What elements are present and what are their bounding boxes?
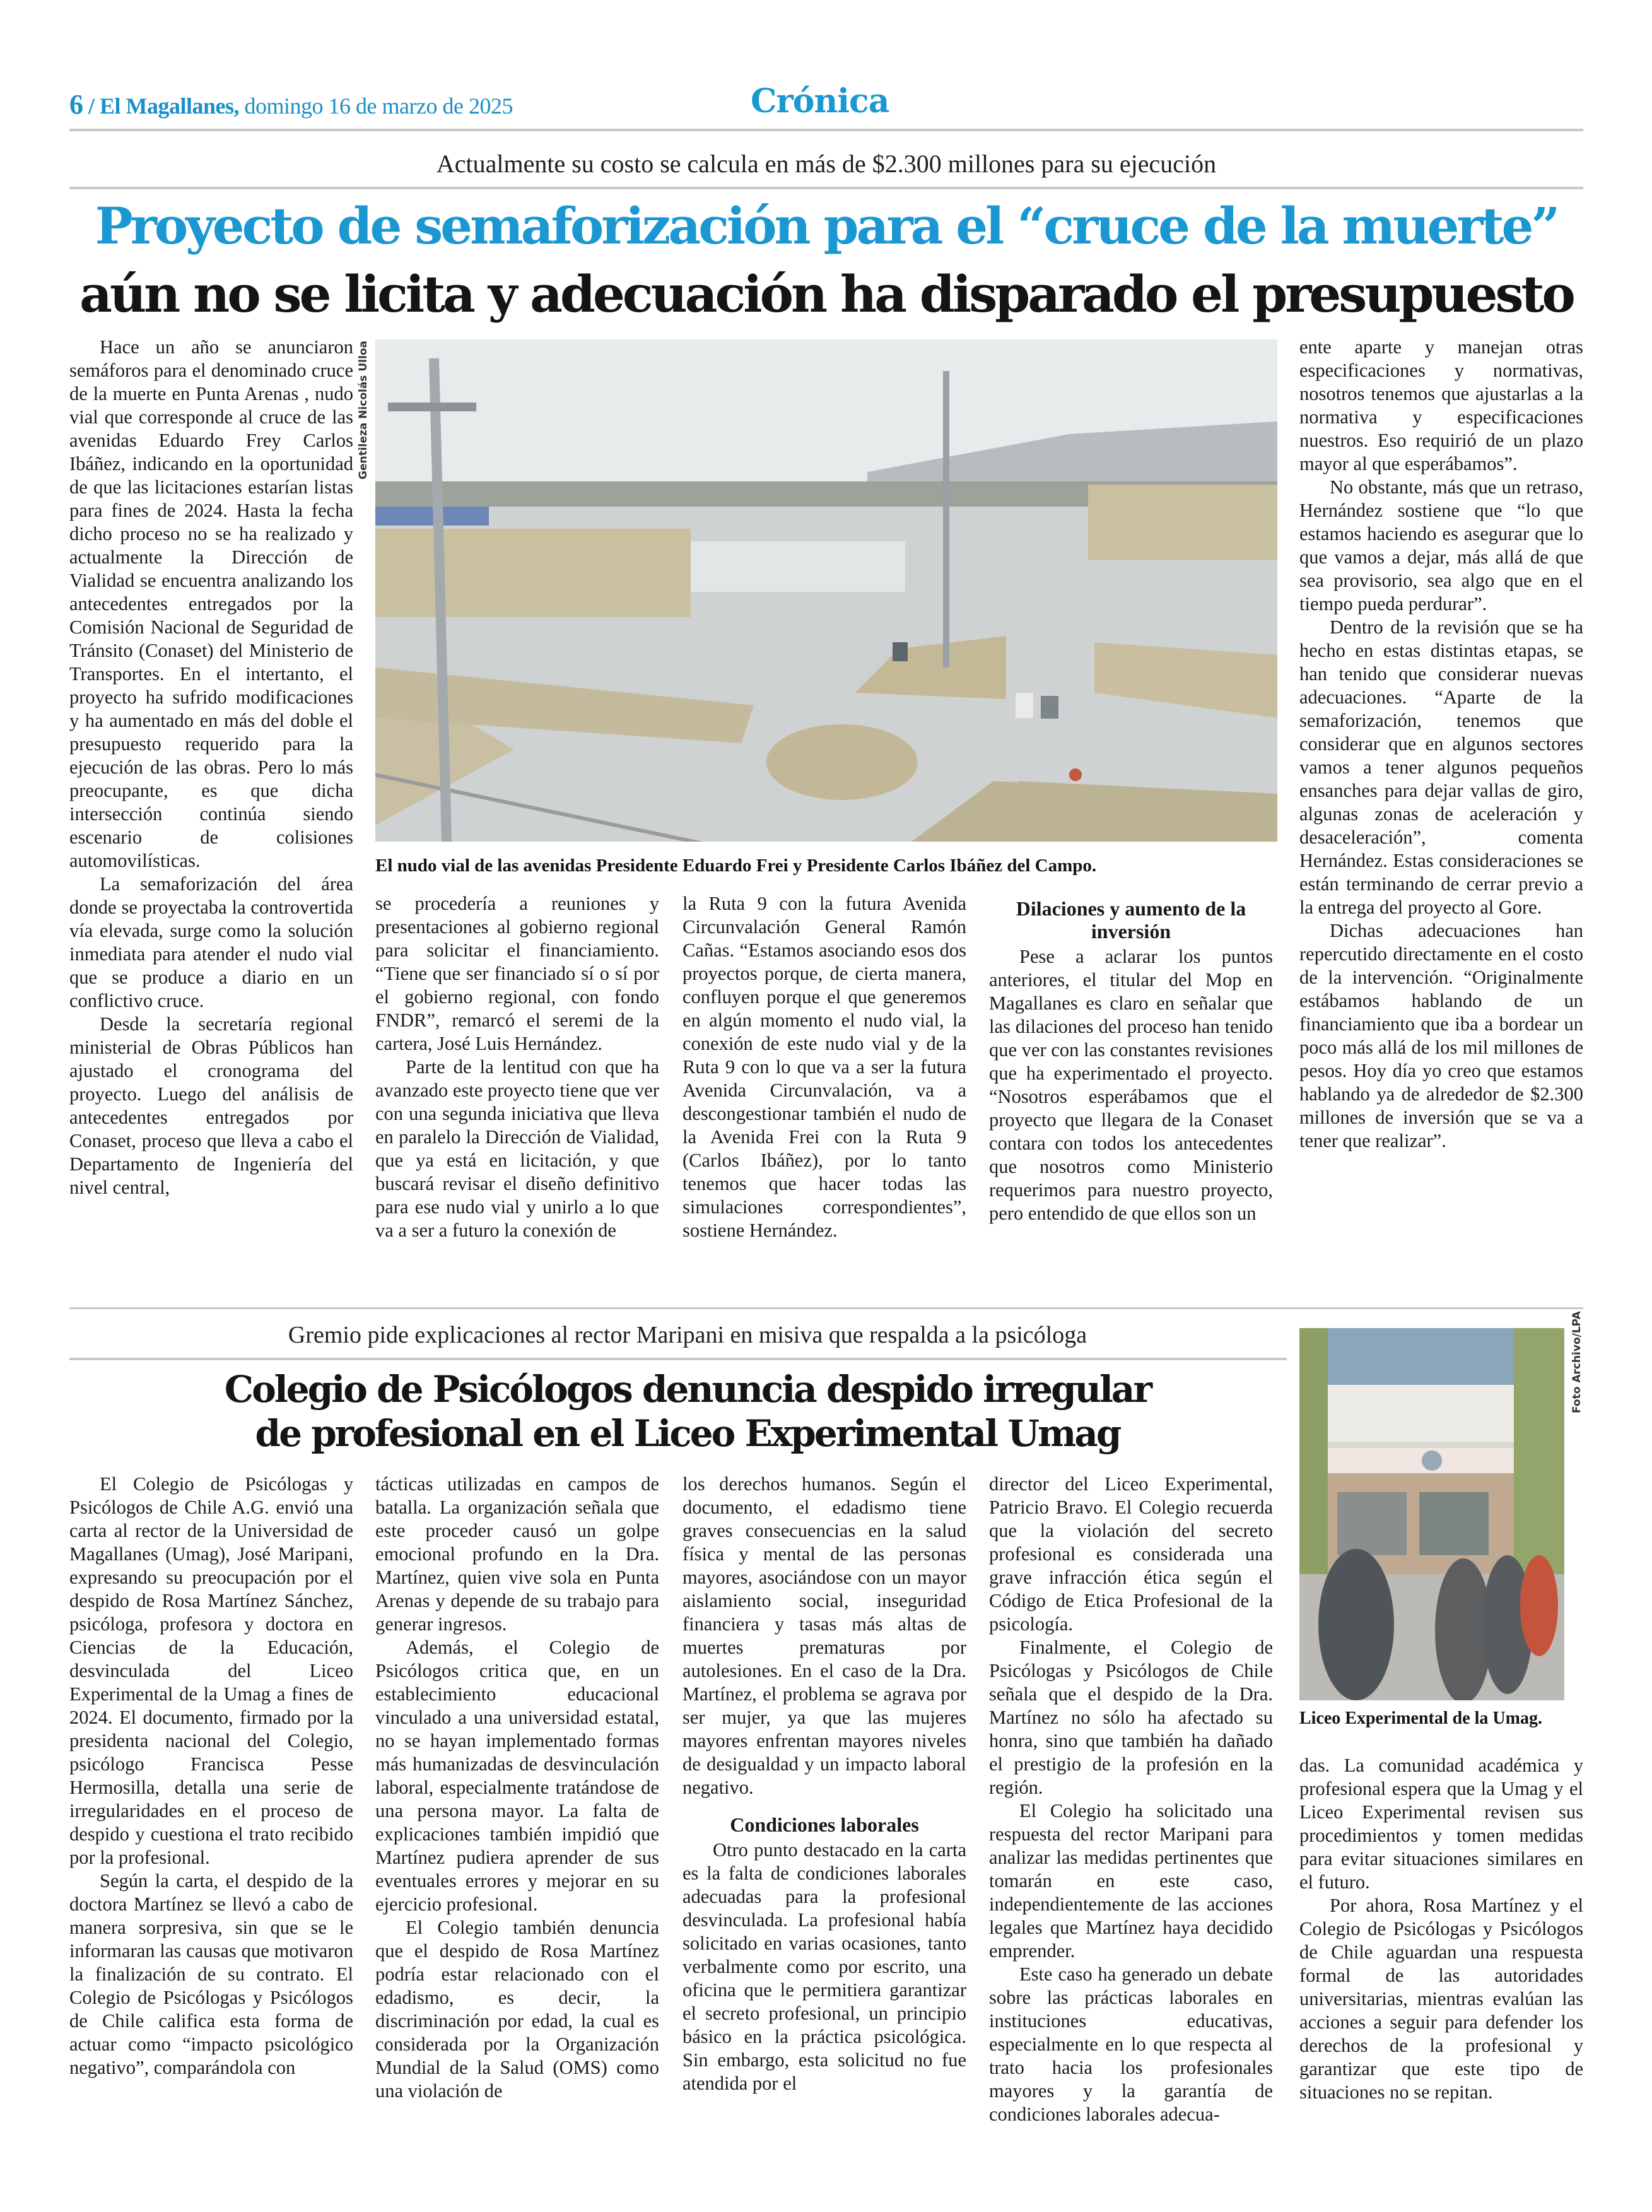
page-header: [69, 82, 1583, 127]
article2-kicker: Gremio pide explicaciones al rector Maripani en misiva que respalda a la psicóloga: [288, 1322, 1087, 1348]
paragraph: La semaforización del área donde se proyectaba la controvertida vía elevada, surge como la solución inmediata para atender el nudo vial que se produce a diario en un conflictivo cruce.: [69, 873, 353, 1011]
paragraph: Pese a aclarar los puntos anteriores, el titular del Mop en Magallanes es claro en señalar que las dilaciones del proceso han tenido que ver con las constantes revisiones que ha experimentado el proyecto. “Nosotros esperábamos que el proyecto que llegara de la Conaset contara con todos los antecedentes que nosotros como Ministerio requerimos para nuestro proyecto, pero entendido de que ellos son un: [989, 946, 1273, 1224]
section-title: Crónica: [751, 82, 889, 121]
header-divider: [69, 129, 1583, 131]
article1-headline-line1: Proyecto de semaforización para el “cruce de la muerte”: [95, 196, 1558, 256]
intersection-photo: [375, 339, 1277, 842]
article2-column-1: [69, 1473, 353, 2080]
paragraph: El Colegio ha solicitado una respuesta del rector Maripani para analizar las medidas pertinentes que tomarán en este caso, independientemente de las acciones legales que Martínez haya decidido emprender.: [989, 1800, 1273, 1962]
paragraph: das. La comunidad académica y profesional espera que la Umag y el Liceo Experimental revisen sus procedimientos y tomen medidas para evitar situaciones similares en el futuro.: [1299, 1755, 1583, 1893]
article2-column-2: [375, 1473, 659, 2103]
paragraph: El Colegio también denuncia que el despido de Rosa Martínez podría estar relacionado con el edadismo, es decir, la discriminación por edad, la cual es considerada por la Organización Mundial de la Salud (OMS) como una violación de: [375, 1917, 659, 2102]
paragraph: se procedería a reuniones y presentaciones al gobierno regional para solicitar el financiamiento. “Tiene que ser financiado sí o sí por el gobierno regional, con fondo FNDR”, remarcó el seremi de la cartera, José Luis Hernández.: [375, 893, 659, 1054]
photo-caption: El nudo vial de las avenidas Presidente Eduardo Frei y Presidente Carlos Ibáñez del Campo.: [375, 856, 1097, 876]
paragraph: la Ruta 9 con la futura Avenida Circunvalación General Ramón Cañas. “Estamos asociando esos dos proyectos porque, de cierta manera, confluyen porque el que generemos en algún momento el nudo vial, la conexión de este nudo vial y de la Ruta 9 con lo que va a ser la futura Avenida Circunvalación, va a descongestionar también el nudo de la Avenida Frei con la Ruta 9 (Carlos Ibáñez), por lo tanto tenemos que hacer todas las simulaciones correspondientes”, sostiene Hernández.: [682, 893, 966, 1241]
article1-kicker: Actualmente su costo se calcula en más de $2.300 millones para su ejecución: [436, 150, 1217, 178]
publication-name: El Magallanes,: [100, 93, 240, 119]
photo-caption: Liceo Experimental de la Umag.: [1299, 1709, 1542, 1728]
folio-separator: /: [88, 93, 95, 119]
paragraph: No obstante, más que un retraso, Hernández sostiene que “lo que estamos haciendo es asegurar que lo que vamos a dejar, más allá de que sea provisorio, sea algo que en el tiempo pueda perdurar”.: [1299, 476, 1583, 615]
road-intersection-image: [375, 339, 1277, 842]
paragraph: Dichas adecuaciones han repercutido directamente en el costo de la intervención. “Originalmente estábamos hablando de un financiamiento que iba a bordear un poco más allá de los mil millones de pesos. Hoy día yo creo que estamos hablando ya de alrededor de $2.300 millones de inversión que se va a tener que realizar”.: [1299, 920, 1583, 1151]
article2-column-4: [989, 1473, 1273, 2126]
paragraph: Por ahora, Rosa Martínez y el Colegio de Psicólogas y Psicólogos de Chile aguardan una respuesta formal de las autoridades universitarias, mientras evalúan las acciones a seguir para defender los derechos de la profesional y garantizar que este tipo de situaciones no se repitan.: [1299, 1895, 1583, 2103]
kicker-divider: [69, 187, 1583, 189]
article1-column-5: [1299, 336, 1583, 1153]
article2-column-5: [1299, 1754, 1583, 2104]
paragraph: Otro punto destacado en la carta es la falta de condiciones laborales adecuadas para la profesional desvinculada. La profesional había solicitado en varias ocasiones, tanto verbalmente como por escrito, una oficina que le permitiera garantizar el secreto profesional, un principio básico en la práctica psicológica. Sin embargo, esta solicitud no fue atendida por el: [682, 1839, 966, 2094]
subheading: Dilaciones y aumento de la inversión: [1016, 897, 1246, 943]
paragraph: Finalmente, el Colegio de Psicólogas y Psicólogos de Chile señala que el despido de la Dra. Martínez no sólo ha afectado su honra, sino que también ha dañado el prestigio de la profesión en la región.: [989, 1637, 1273, 1798]
paragraph: director del Liceo Experimental, Patricio Bravo. El Colegio recuerda que la violación del secreto profesional es considerada una grave infracción ética según el Código de Etica Profesional de la psicología.: [989, 1473, 1273, 1635]
article2-headline-line1: Colegio de Psicólogos denuncia despido irregular: [224, 1368, 1151, 1411]
liceo-photo: [1299, 1328, 1564, 1700]
school-building-image: [1299, 1328, 1564, 1700]
article1-column-2: [375, 892, 659, 1242]
paragraph: tácticas utilizadas en campos de batalla. La organización señala que este proceder causó un golpe emocional profundo en la Dra. Martínez, quien vive sola en Punta Arenas y depende de su trabajo para generar ingresos.: [375, 1473, 659, 1635]
paragraph: Según la carta, el despido de la doctora Martínez se llevó a cabo de manera sorpresiva, sin que se le informaran las causas que motivaron la finalización de su contrato. El Colegio de Psicólogas y Psicólogos de Chile califica esta forma de actuar como “impacto psicológico negativo”, comparándola con: [69, 1870, 353, 2078]
article1-column-1: [69, 336, 353, 1199]
article1-column-3: [682, 892, 966, 1242]
folio: [69, 88, 513, 121]
paragraph: Dentro de la revisión que se ha hecho en estas distintas etapas, se han tenido que considerar nuevas adecuaciones. “Aparte de la semaforización, tenemos que considerar que en algunos sectores vamos a tener algunos pequeños ensanches para dejar vallas de giro, algunas zonas de aceleración y desaceleración”, comenta Hernández. Estas consideraciones se están terminando de cerrar previo a la entrega del proyecto al Gore.: [1299, 616, 1583, 918]
paragraph: Hace un año se anunciaron semáforos para el denominado cruce de la muerte en Punta Arenas , nudo vial que corresponde al cruce de las avenidas Eduardo Frey Carlos Ibáñez, indicando en la oportunidad de que las licitaciones estarían listas para fines de 2024. Hasta la fecha dicho proceso no se ha realizado y actualmente la Dirección de Vialidad se encuentra analizando los antecedentes entregados por la Comisión Nacional de Seguridad de Tránsito (Conaset) del Ministerio de Transportes. En el intertanto, el proyecto ha sufrido modificaciones y ha aumentado en más del doble el presupuesto requerido para la ejecución de las obras. Pero lo más preocupante, es que dicha intersección continúa siendo escenario de colisiones automovilísticas.: [69, 336, 353, 871]
page-number: 6: [69, 89, 83, 120]
photo-credit: Foto Archivo/LPA: [1571, 1311, 1583, 1413]
article2-column-3: [682, 1473, 966, 2095]
article2-headline-line2: de profesional en el Liceo Experimental Umag: [255, 1412, 1120, 1455]
photo-credit: Gentileza Nicolás Ulloa: [357, 341, 370, 479]
article1-column-4: [989, 892, 1273, 1225]
paragraph: ente aparte y manejan otras especificaciones y normativas, nosotros tenemos que ajustarlas a la normativa y especificaciones nuestros. Eso requirió de un plazo mayor al que esperábamos”.: [1299, 336, 1583, 474]
kicker2-divider: [69, 1358, 1287, 1360]
article1-headline-line2: aún no se licita y adecuación ha disparado el presupuesto: [79, 264, 1573, 324]
paragraph: los derechos humanos. Según el documento, el edadismo tiene graves consecuencias en la salud física y mental de las personas mayores, asociándose con un mayor aislamiento social, inseguridad financiera y tasas más altas de muertes prematuras por autolesiones. En el caso de la Dra. Martínez, el problema se agrava por ser mujer, ya que las mujeres mayores enfrentan mayores niveles de desigualdad y un impacto laboral negativo.: [682, 1473, 966, 1798]
paragraph: Además, el Colegio de Psicólogos critica que, en un establecimiento educacional vinculado a una universidad estatal, no se hayan implementado formas más humanizadas de desvinculación laboral, especialmente tratándose de una persona mayor. La falta de explicaciones también impidió que Martínez pudiera aprender de sus eventuales errores y mejorar en su ejercicio profesional.: [375, 1637, 659, 1915]
paragraph: Este caso ha generado un debate sobre las prácticas laborales en instituciones educativas, especialmente en lo que respecta al trato hacia los profesionales mayores y la garantía de condiciones laborales adecua-: [989, 1963, 1273, 2125]
paragraph: El Colegio de Psicólogas y Psicólogos de Chile A.G. envió una carta al rector de la Universidad de Magallanes (Umag), José Maripani, expresando su preocupación por el despido de Rosa Martínez Sánchez, psicóloga, profesora y doctora en Ciencias de la Educación, desvinculada del Liceo Experimental de la Umag a fines de 2024. El documento, firmado por la presidenta nacional del Colegio, psicólogo Francisca Pesse Hermosilla, detalla una serie de irregularidades en el proceso de despido y cuestiona el trato recibido por la profesional.: [69, 1473, 353, 1868]
paragraph: Desde la secretaría regional ministerial de Obras Públicos han ajustado el cronograma del proyecto. Luego del análisis de antecedentes entregados por Conaset, proceso que lleva a cabo el Departamento de Ingeniería del nivel central,: [69, 1013, 353, 1198]
publication-date: domingo 16 de marzo de 2025: [244, 93, 513, 119]
article-divider: [69, 1307, 1583, 1309]
paragraph: Parte de la lentitud con que ha avanzado este proyecto tiene que ver con una segunda iniciativa que lleva en paralelo la Dirección de Vialidad, que ya está en licitación, y que buscará revisar el diseño definitivo para ese nudo vial y unirlo a lo que va a ser a futuro la conexión de: [375, 1056, 659, 1241]
subheading: Condiciones laborales: [730, 1813, 919, 1836]
